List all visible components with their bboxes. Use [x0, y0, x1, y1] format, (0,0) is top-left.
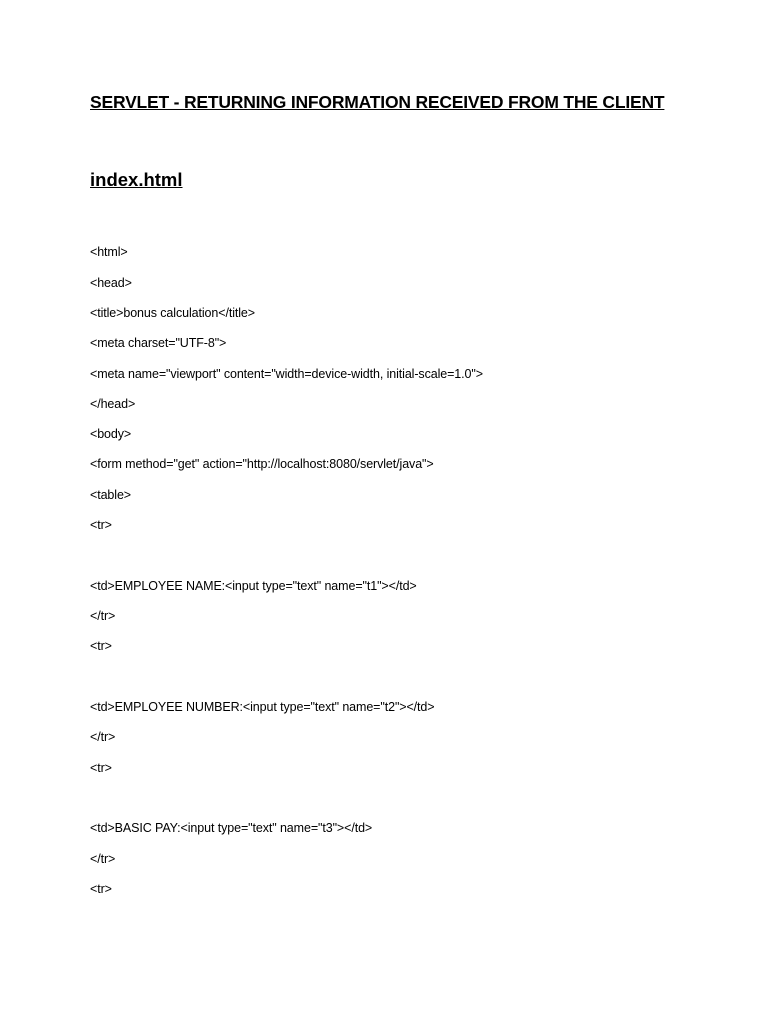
code-line: <td>EMPLOYEE NUMBER:<input type="text" name="t2"></td>: [90, 700, 435, 714]
document-title: SERVLET - RETURNING INFORMATION RECEIVED FROM THE CLIENT: [90, 92, 665, 112]
code-line: <tr>: [90, 639, 112, 653]
code-line: <table>: [90, 488, 132, 502]
code-line: </tr>: [90, 730, 116, 744]
code-line: <meta charset="UTF-8">: [90, 336, 227, 350]
code-line: <title>bonus calculation</title>: [90, 306, 255, 320]
code-line: <head>: [90, 276, 132, 290]
code-line: <html>: [90, 245, 128, 259]
file-name-heading: index.html: [90, 169, 183, 190]
code-line: </head>: [90, 397, 136, 411]
code-line: <tr>: [90, 518, 112, 532]
code-line: <td>BASIC PAY:<input type="text" name="t3"></td>: [90, 821, 373, 835]
code-line: </tr>: [90, 609, 116, 623]
code-line: <td>EMPLOYEE NAME:<input type="text" name="t1"></td>: [90, 579, 417, 593]
code-line: <tr>: [90, 882, 112, 896]
code-line: <meta name="viewport" content="width=device-width, initial-scale=1.0">: [90, 367, 483, 381]
code-line: <tr>: [90, 761, 112, 775]
code-line: </tr>: [90, 852, 116, 866]
code-line: <form method="get" action="http://localhost:8080/servlet/java">: [90, 457, 434, 471]
code-line: <body>: [90, 427, 132, 441]
